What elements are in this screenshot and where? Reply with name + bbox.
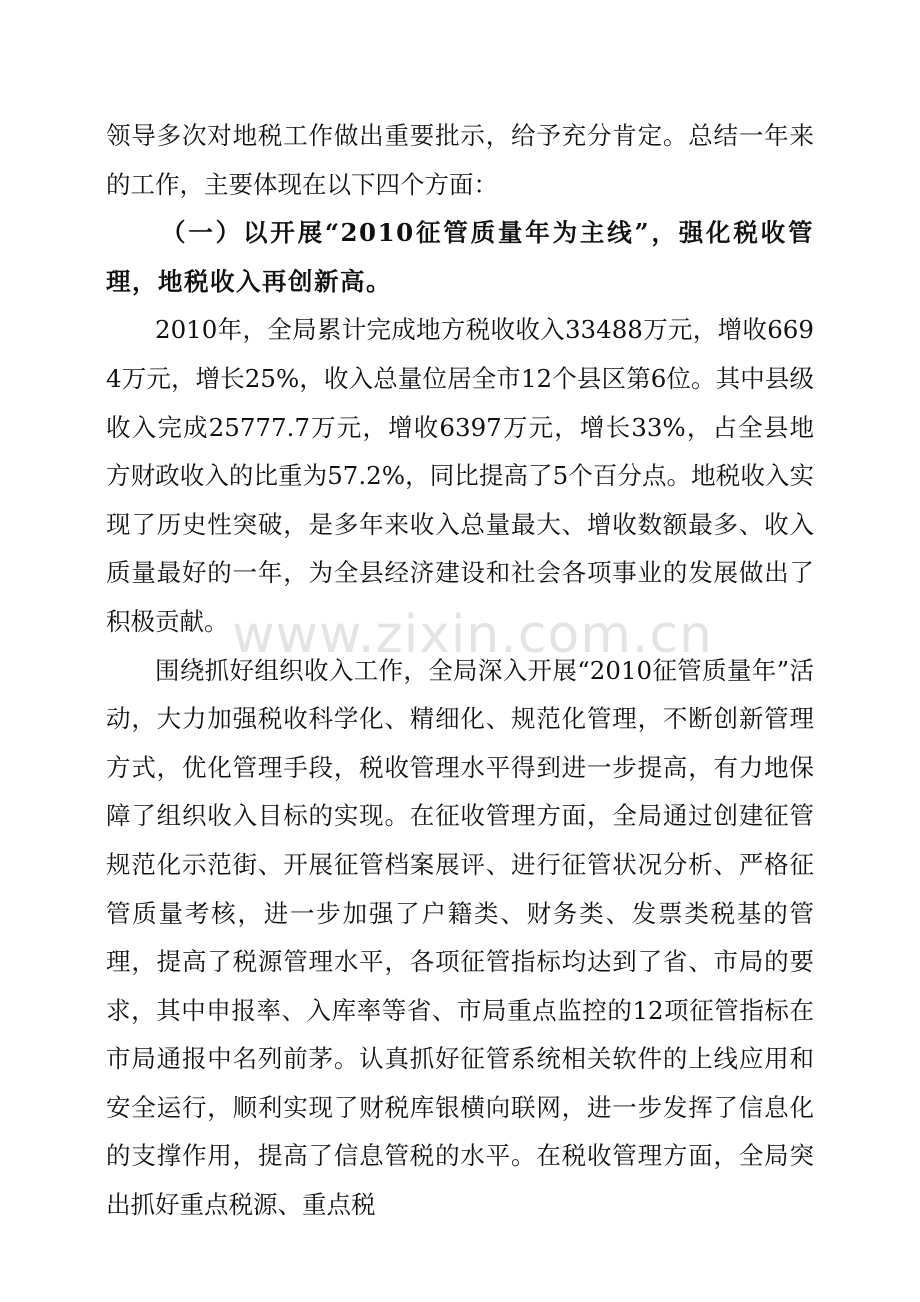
paragraph-continuation: 领导多次对地税工作做出重要批示，给予充分肯定。总结一年来的工作，主要体现在以下四个方面： (106, 121, 814, 199)
body-text (106, 112, 814, 1230)
paragraph-revenue-summary: 2010年，全局累计完成地方税收收入33488万元，增收6694万元，增长25%，收入总量位居全市12个县区第6位。其中县级收入完成25777.7万元，增收6397万元，增长33%，占全县地方财政收入的比重为57.2%，同比提高了5个百分点。地税收入实现了历史性突破，是多年来收入总量最大、增收数额最多、收入质量最好的一年，为全县经济建设和社会各项事业的发展做出了积极贡献。 (106, 315, 814, 636)
paragraph-collection-management: 围绕抓好组织收入工作，全局深入开展“2010征管质量年”活动，大力加强税收科学化、精细化、规范化管理，不断创新管理方式，优化管理手段，税收管理水平得到进一步提高，有力地保障了组织收入目标的实现。在征收管理方面，全局通过创建征管规范化示范街、开展征管档案展评、进行征管状况分析、严格征管质量考核，进一步加强了户籍类、财务类、发票类税基的管理，提高了税源管理水平，各项征管指标均达到了省、市局的要求，其中申报率、入库率等省、市局重点监控的12项征管指标在市局通报中名列前茅。认真抓好征管系统相关软件的上线应用和安全运行，顺利实现了财税库银横向联网，进一步发挥了信息化的支撑作用，提高了信息管税的水平。在税收管理方面，全局突出抓好重点税源、重点税 (106, 655, 814, 1220)
watermark: www.zixin.com.cn (232, 605, 713, 665)
section-heading: （一）以开展“2010征管质量年为主线”，强化税收管理，地税收入再创新高。 (106, 218, 814, 296)
